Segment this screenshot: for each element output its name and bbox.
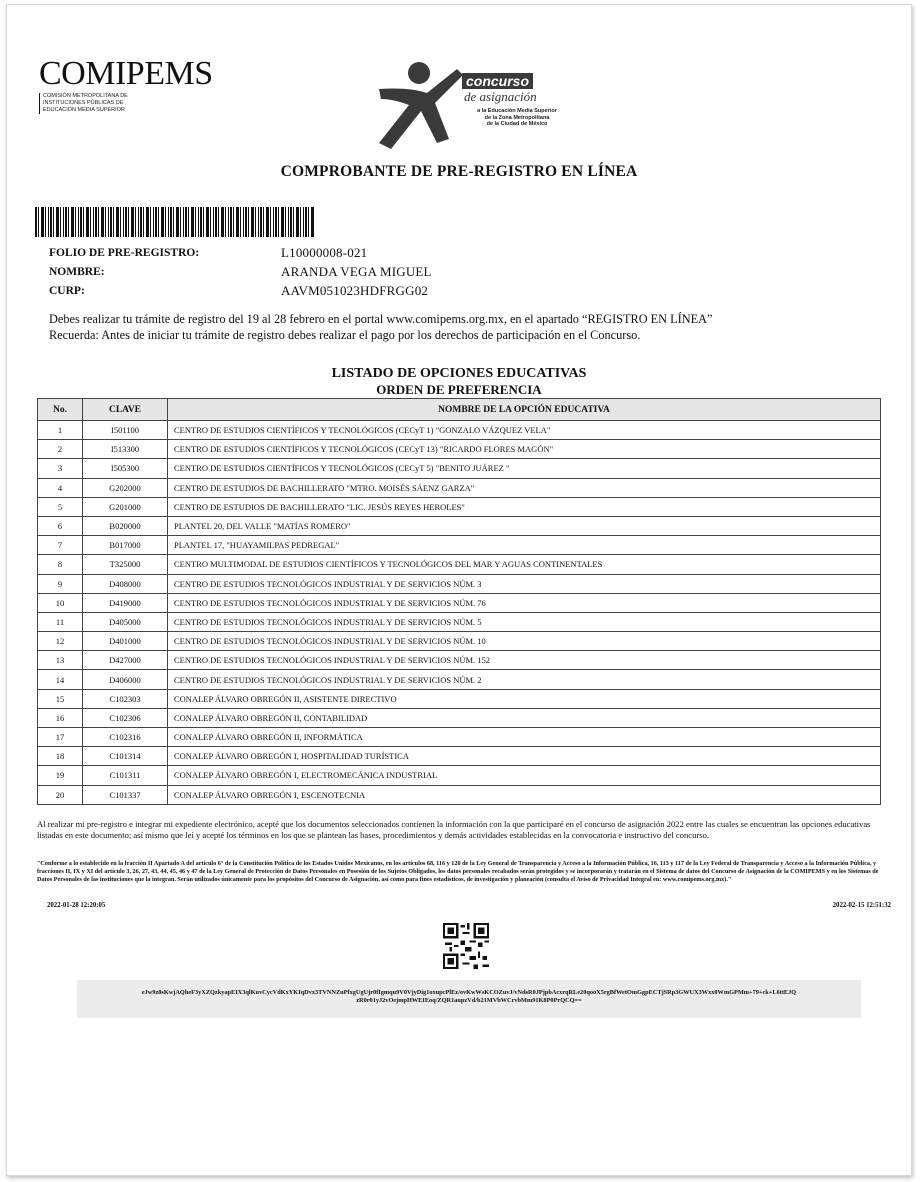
- cell-clave: C102303: [83, 689, 168, 708]
- cell-clave: C101311: [83, 766, 168, 785]
- concurso-desc-line: a la Educación Media Superior: [477, 108, 557, 114]
- cell-no: 4: [38, 478, 83, 497]
- header-clave: CLAVE: [83, 399, 168, 421]
- cell-nombre: CENTRO DE ESTUDIOS TECNOLÓGICOS INDUSTRIAL Y DE SERVICIOS NÚM. 5: [168, 612, 881, 631]
- table-row: [38, 478, 881, 497]
- concurso-logo: [369, 59, 569, 154]
- cell-no: 2: [38, 440, 83, 459]
- table-row: [38, 497, 881, 516]
- table-row: [38, 536, 881, 555]
- cell-clave: T325000: [83, 555, 168, 574]
- cell-no: 12: [38, 632, 83, 651]
- cell-clave: D427000: [83, 651, 168, 670]
- cell-nombre: CONALEP ÁLVARO OBREGÓN I, ELECTROMECÁNICA INDUSTRIAL: [168, 766, 881, 785]
- cell-clave: C102316: [83, 728, 168, 747]
- cell-no: 6: [38, 516, 83, 535]
- cell-no: 3: [38, 459, 83, 478]
- verification-hash: [77, 989, 861, 1005]
- cell-clave: D406000: [83, 670, 168, 689]
- cell-clave: B020000: [83, 516, 168, 535]
- cell-clave: G201000: [83, 497, 168, 516]
- cell-nombre: CENTRO DE ESTUDIOS DE BACHILLERATO "MTRO. MOISÉS SÁENZ GARZA": [168, 478, 881, 497]
- table-row: [38, 574, 881, 593]
- comipems-brand: COMIPEMS: [39, 55, 213, 92]
- registration-notice: [49, 311, 869, 343]
- table-row: [38, 766, 881, 785]
- table-row: [38, 555, 881, 574]
- table-row: [38, 785, 881, 804]
- table-row: [38, 612, 881, 631]
- cell-nombre: CONALEP ÁLVARO OBREGÓN I, ESCENOTECNIA: [168, 785, 881, 804]
- table-header-row: [38, 399, 881, 421]
- cell-no: 13: [38, 651, 83, 670]
- list-subtitle: ORDEN DE PREFERENCIA: [376, 382, 542, 397]
- nombre-row: [49, 262, 432, 281]
- curp-value: AAVM051023HDFRGG02: [281, 282, 429, 298]
- cell-nombre: CENTRO DE ESTUDIOS TECNOLÓGICOS INDUSTRIAL Y DE SERVICIOS NÚM. 2: [168, 670, 881, 689]
- comipems-logo-subtitle: [39, 93, 203, 114]
- cell-no: 11: [38, 612, 83, 631]
- cell-clave: I505300: [83, 459, 168, 478]
- table-row: [38, 728, 881, 747]
- timestamp-created: 2022-01-28 12:20:05: [47, 902, 106, 909]
- concurso-desc-line: de la Zona Metropolitana: [484, 114, 550, 121]
- comipems-logo: [39, 57, 213, 114]
- cell-clave: G202000: [83, 478, 168, 497]
- table-row: [38, 651, 881, 670]
- cell-nombre: CONALEP ÁLVARO OBREGÓN II, INFORMÁTICA: [168, 728, 881, 747]
- notice-line-2: Recuerda: Antes de iniciar tu trámite de registro debes realizar el pago por los derechos de participación en el Concurso.: [49, 328, 641, 342]
- options-table-body: [38, 421, 881, 805]
- cell-nombre: CENTRO DE ESTUDIOS DE BACHILLERATO "LIC. JESÚS REYES HEROLES": [168, 497, 881, 516]
- document-page: [6, 4, 912, 1176]
- cell-no: 7: [38, 536, 83, 555]
- table-row: [38, 708, 881, 727]
- privacy-legal-notice: "Conforme a lo establecido en la fracción II Apartado A del artículo 6° de la Constitución Política de los Estados Unidos Mexicanos, en los artículos 68, 116 y 120 de la Ley General de Transparencia y Acceso a la Información Pública, 16, 113 y 117 de la Ley Federal de Transparencia y Acceso a la Información Pública, y fracciones II, IX y XI del artículo 3, 26, 27, 43, 44, 45, 46 y 47 de la Ley General de Protección de Datos Personales en Posesión de los Sujetos Obligados, los datos personales recabados serán protegidos y se incorporarán y tratarán en el Sistema de datos del Concurso de Asignación de la COMIPEMS y en los Sistemas de Datos Personales de las instituciones que la integran. Serán utilizados únicamente para los propósitos del Concurso de Asignación, así como para fines estadísticos, de investigación y planeación (consulta el Aviso de Privacidad Integral en: www.comipems.org.mx).": [37, 860, 879, 883]
- cell-no: 5: [38, 497, 83, 516]
- cell-nombre: CENTRO DE ESTUDIOS TECNOLÓGICOS INDUSTRIAL Y DE SERVICIOS NÚM. 76: [168, 593, 881, 612]
- cell-nombre: CENTRO DE ESTUDIOS CIENTÍFICOS Y TECNOLÓGICOS (CECyT 13) "RICARDO FLORES MAGÓN": [168, 440, 881, 459]
- runner-figure-icon: [369, 59, 469, 154]
- barcode-image: [35, 207, 315, 237]
- table-row: [38, 459, 881, 478]
- cell-no: 14: [38, 670, 83, 689]
- options-table: [37, 398, 881, 805]
- cell-clave: C101337: [83, 785, 168, 804]
- concurso-description: [461, 108, 573, 128]
- cell-no: 1: [38, 421, 83, 440]
- cell-no: 16: [38, 708, 83, 727]
- cell-clave: D401000: [83, 632, 168, 651]
- registrant-info: [49, 243, 432, 300]
- table-row: [38, 421, 881, 440]
- cell-no: 20: [38, 785, 83, 804]
- cell-nombre: PLANTEL 17, "HUAYAMILPAS PEDREGAL": [168, 536, 881, 555]
- folio-label: FOLIO DE PRE-REGISTRO:: [49, 246, 200, 259]
- logo-subtitle-line: INSTITUCIONES PÚBLICAS DE: [43, 100, 124, 106]
- table-row: [38, 747, 881, 766]
- table-row: [38, 632, 881, 651]
- table-row: [38, 440, 881, 459]
- table-row: [38, 689, 881, 708]
- cell-clave: C102306: [83, 708, 168, 727]
- header-no: No.: [38, 399, 83, 421]
- cell-nombre: CENTRO DE ESTUDIOS TECNOLÓGICOS INDUSTRIAL Y DE SERVICIOS NÚM. 3: [168, 574, 881, 593]
- cell-clave: C101314: [83, 747, 168, 766]
- cell-clave: B017000: [83, 536, 168, 555]
- cell-nombre: CENTRO DE ESTUDIOS CIENTÍFICOS Y TECNOLÓGICOS (CECyT 5) "BENITO JUÁREZ ": [168, 459, 881, 478]
- list-title: LISTADO DE OPCIONES EDUCATIVAS: [331, 366, 587, 381]
- table-row: [38, 670, 881, 689]
- folio-value: L10000008-021: [281, 244, 368, 260]
- header-nombre: NOMBRE DE LA OPCIÓN EDUCATIVA: [168, 399, 881, 421]
- cell-clave: D419000: [83, 593, 168, 612]
- table-row: [38, 593, 881, 612]
- cell-no: 9: [38, 574, 83, 593]
- logo-subtitle-line: EDUCACIÓN MEDIA SUPERIOR: [43, 107, 125, 113]
- curp-row: [49, 281, 432, 300]
- cell-nombre: CONALEP ÁLVARO OBREGÓN II, ASISTENTE DIRECTIVO: [168, 689, 881, 708]
- concurso-desc-line: de la Ciudad de México: [486, 121, 548, 127]
- timestamp-printed: 2022-02-15 12:51:32: [832, 902, 891, 909]
- cell-no: 15: [38, 689, 83, 708]
- cell-nombre: CENTRO MULTIMODAL DE ESTUDIOS CIENTÍFICOS Y TECNOLÓGICOS DEL MAR Y AGUAS CONTINENTALES: [168, 555, 881, 574]
- cell-nombre: CENTRO DE ESTUDIOS TECNOLÓGICOS INDUSTRIAL Y DE SERVICIOS NÚM. 152: [168, 651, 881, 670]
- cell-no: 18: [38, 747, 83, 766]
- nombre-label: NOMBRE:: [49, 265, 105, 278]
- cell-no: 17: [38, 728, 83, 747]
- table-row: [38, 516, 881, 535]
- folio-row: [49, 243, 432, 262]
- cell-no: 19: [38, 766, 83, 785]
- cell-nombre: PLANTEL 20, DEL VALLE "MATÍAS ROMERO": [168, 516, 881, 535]
- concurso-title: concurso: [462, 73, 533, 89]
- notice-line-1: Debes realizar tu trámite de registro del 19 al 28 febrero en el portal www.comipems.org.mx, en el apartado “REGISTRO EN LÍNEA”: [49, 312, 713, 326]
- concurso-subtitle: de asignación: [464, 89, 537, 104]
- qr-code-image: [443, 923, 489, 969]
- cell-nombre: CENTRO DE ESTUDIOS CIENTÍFICOS Y TECNOLÓGICOS (CECyT 1) "GONZALO VÁZQUEZ VELA": [168, 421, 881, 440]
- cell-no: 8: [38, 555, 83, 574]
- cell-nombre: CONALEP ÁLVARO OBREGÓN I, HOSPITALIDAD TURÍSTICA: [168, 747, 881, 766]
- verification-hash-box: [77, 980, 861, 1018]
- cell-clave: I513300: [83, 440, 168, 459]
- logo-subtitle-line: COMISIÓN METROPOLITANA DE: [43, 93, 128, 99]
- cell-nombre: CONALEP ÁLVARO OBREGÓN II, CONTABILIDAD: [168, 708, 881, 727]
- cell-clave: D408000: [83, 574, 168, 593]
- curp-label: CURP:: [49, 284, 85, 297]
- nombre-value: ARANDA VEGA MIGUEL: [281, 263, 432, 279]
- hash-line-1: eJw9z8sKwjAQheF3yXZQzkyapEIX3qlKuvCycVdKxYKIqDvx3TVNNZuPfxgUgUjr0fIgmqu9V0VjyDig1oxupcPlEz/ovKwWsKCOZuvJ/vNdsR0JPjpbAcxrqRLe20qooX5rgBfWetOmGgpECTjSRp3GWUX3Wxx0WmGPMm+79+ck+L6ttEJQ: [141, 989, 797, 996]
- cell-clave: D405000: [83, 612, 168, 631]
- cell-no: 10: [38, 593, 83, 612]
- acceptance-disclaimer: Al realizar mi pre-registro e integrar mi expediente electrónico, acepté que los documentos seleccionados contienen la información con la que participaré en el concurso de asignación 2022 entre las cuales se encuentran las opciones educativas listadas en este documento; así mismo que leí y acepté los términos en los que se plantean las bases, procedimientos y demás actividades establecidas en la convocatoria e instructivo del concurso.: [37, 819, 871, 840]
- cell-nombre: CENTRO DE ESTUDIOS TECNOLÓGICOS INDUSTRIAL Y DE SERVICIOS NÚM. 10: [168, 632, 881, 651]
- hash-line-2: zR0r01yJ2vOejmpHWEIEoq/ZQR1aupzVd/b21MVbWCrvbMm91K8P0PrQCQ==: [356, 997, 582, 1004]
- document-title: COMPROBANTE DE PRE-REGISTRO EN LÍNEA: [280, 163, 638, 180]
- cell-clave: I501100: [83, 421, 168, 440]
